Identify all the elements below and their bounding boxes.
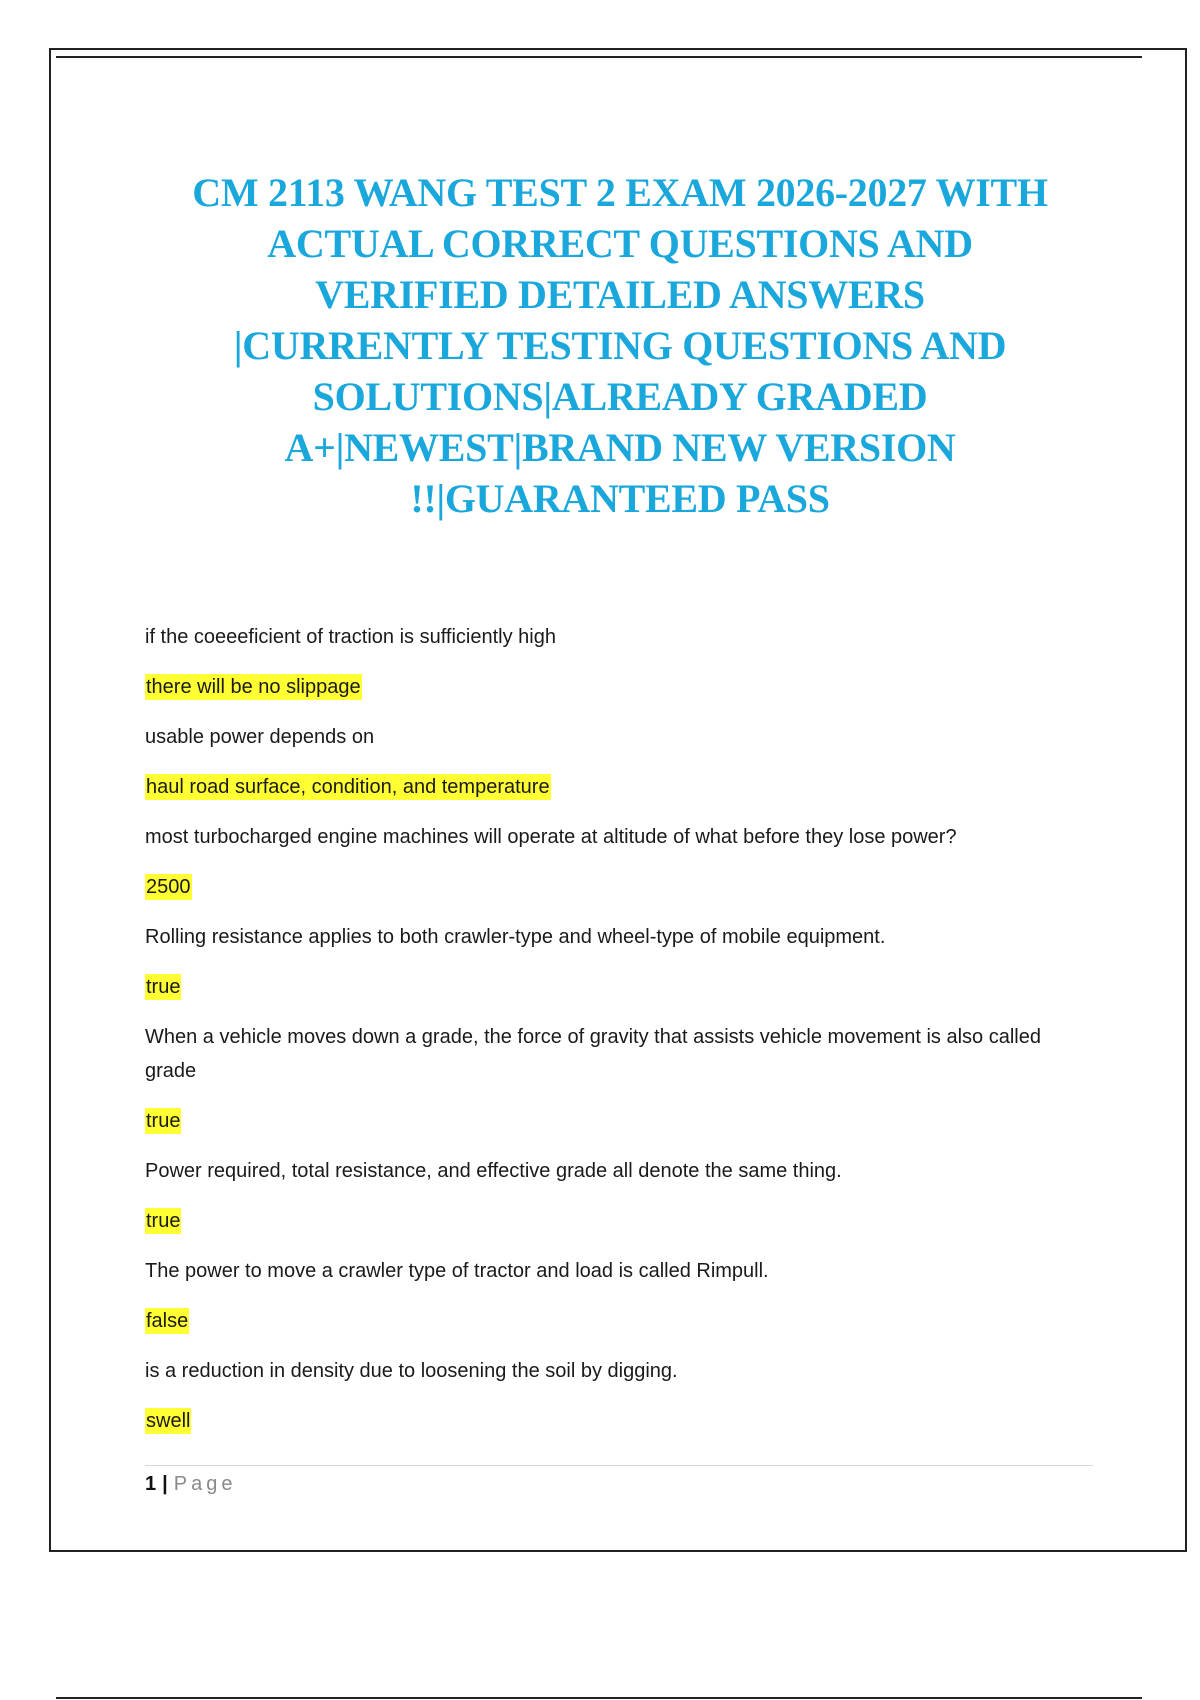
page-footer [145, 1471, 236, 1497]
answer-text: false [146, 1310, 189, 1332]
answer-item [145, 1204, 1095, 1238]
qa-list [145, 620, 1095, 1454]
question-text: When a vehicle moves down a grade, the force of gravity that assists vehicle movement is also called grade [145, 1026, 1041, 1082]
answer-item [145, 1404, 1095, 1438]
question-text: Rolling resistance applies to both crawler-type and wheel-type of mobile equipment. [145, 926, 886, 948]
answer-text: swell [146, 1410, 191, 1432]
answer-item [145, 670, 1095, 704]
answer-text: haul road surface, condition, and temperature [146, 776, 550, 798]
page-number: 1 [145, 1473, 157, 1495]
title-line: !!|GUARANTEED PASS [410, 476, 830, 521]
top-rule [56, 56, 1142, 58]
page-label: Page [173, 1473, 237, 1495]
question-text: The power to move a crawler type of tractor and load is called Rimpull. [145, 1260, 769, 1282]
answer-text: true [146, 976, 181, 998]
answer-item [145, 1304, 1095, 1338]
answer-text: 2500 [146, 876, 191, 898]
title-line: A+|NEWEST|BRAND NEW VERSION [284, 425, 956, 470]
question-text: Power required, total resistance, and effective grade all denote the same thing. [145, 1160, 842, 1182]
footer-separator: | [162, 1473, 168, 1495]
answer-item [145, 770, 1095, 804]
question-text: is a reduction in density due to loosening the soil by digging. [145, 1360, 678, 1382]
question-text: if the coeeeficient of traction is sufficiently high [145, 626, 556, 648]
footer-rule [145, 1465, 1093, 1466]
answer-item [145, 970, 1095, 1004]
answer-text: true [146, 1210, 181, 1232]
title-line: VERIFIED DETAILED ANSWERS [315, 272, 925, 317]
answer-item [145, 1104, 1095, 1138]
title-line: CM 2113 WANG TEST 2 EXAM 2026-2027 WITH [192, 170, 1048, 215]
answer-text: true [146, 1110, 181, 1132]
title-line: |CURRENTLY TESTING QUESTIONS AND [233, 323, 1007, 368]
question-text: most turbocharged engine machines will operate at altitude of what before they lose power? [145, 826, 957, 848]
next-page-top-rule [56, 1697, 1142, 1699]
answer-item [145, 870, 1095, 904]
document-title [130, 167, 1110, 524]
question-text: usable power depends on [145, 726, 375, 748]
answer-text: there will be no slippage [146, 676, 361, 698]
title-line: ACTUAL CORRECT QUESTIONS AND [267, 221, 973, 266]
title-line: SOLUTIONS|ALREADY GRADED [312, 374, 928, 419]
